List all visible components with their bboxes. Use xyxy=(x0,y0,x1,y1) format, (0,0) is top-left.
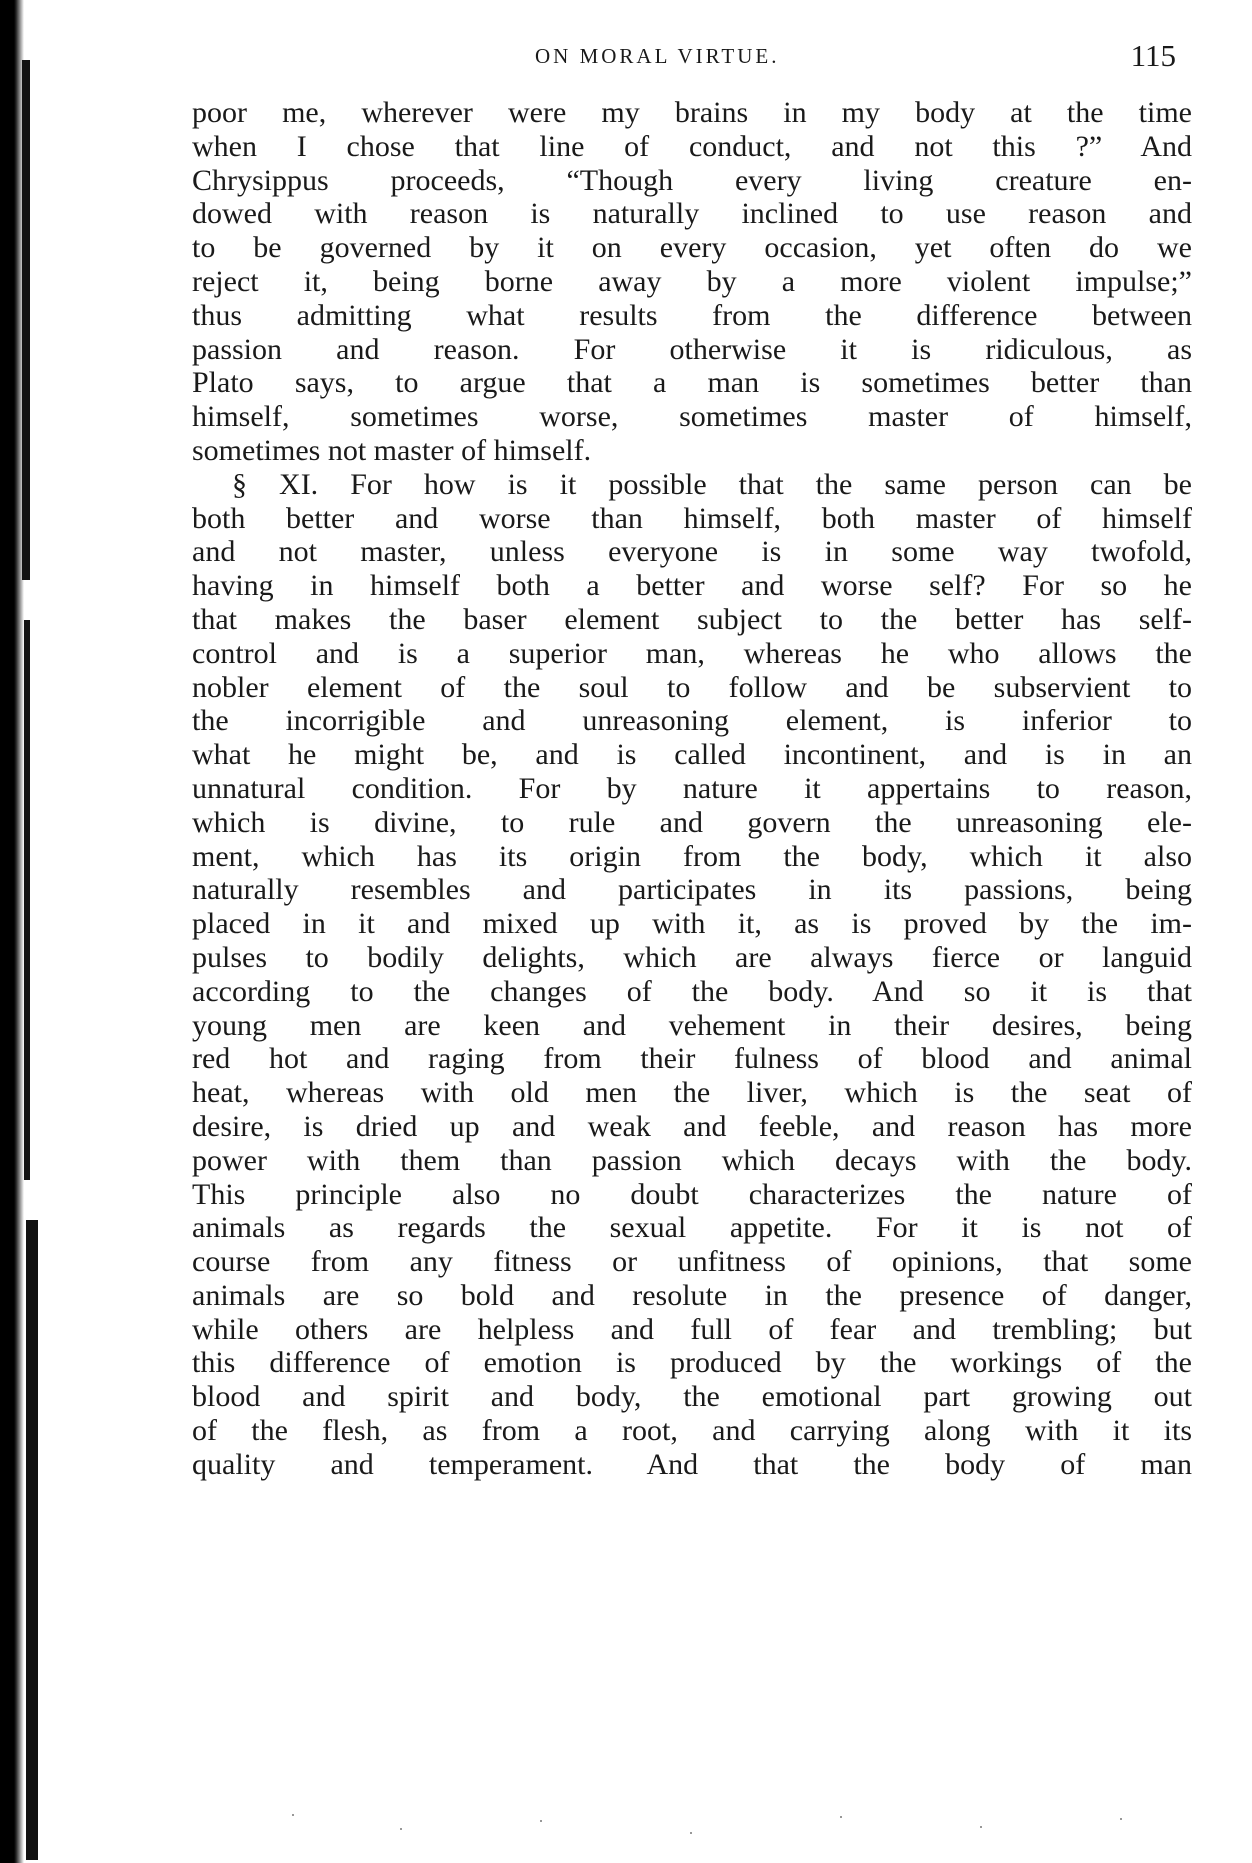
gutter-shadow-strip xyxy=(22,60,30,580)
text-line: ment, which has its origin from the body, which it also xyxy=(192,839,1192,873)
text-line: passion and reason. For otherwise it is ridiculous, as xyxy=(192,332,1192,366)
speck xyxy=(840,1816,842,1818)
text-line: dowed with reason is naturally inclined to use reason and xyxy=(192,197,1192,231)
speck xyxy=(980,1826,982,1828)
text-line: thus admitting what results from the difference between xyxy=(192,298,1192,332)
page-number: 115 xyxy=(1130,38,1176,73)
text-line: young men are keen and vehement in their desires, being xyxy=(192,1008,1192,1042)
speck xyxy=(690,1832,692,1834)
text-line: poor me, wherever were my brains in my body at the time xyxy=(192,96,1192,129)
text-line: heat, whereas with old men the liver, which is the seat of xyxy=(192,1076,1192,1110)
text-line: and not master, unless everyone is in some way twofold, xyxy=(192,535,1192,569)
running-title: ON MORAL VIRTUE. xyxy=(535,44,780,68)
text-line: course from any fitness or unfitness of opinions, that some xyxy=(192,1245,1192,1279)
text-line: naturally resembles and participates in its passions, being xyxy=(192,873,1192,907)
text-line: of the flesh, as from a root, and carrying along with it its xyxy=(192,1414,1192,1448)
text-line: This principle also no doubt characterizes the nature of xyxy=(192,1177,1192,1211)
text-line: desire, is dried up and weak and feeble, and reason has more xyxy=(192,1109,1192,1143)
text-line: the incorrigible and unreasoning element, is inferior to xyxy=(192,704,1192,738)
text-line: that makes the baser element subject to the better has self- xyxy=(192,602,1192,636)
body-text xyxy=(192,96,1192,1482)
text-line: blood and spirit and body, the emotional part growing out xyxy=(192,1380,1192,1414)
speck xyxy=(1120,1818,1122,1820)
text-line: when I chose that line of conduct, and not this ?” And xyxy=(192,129,1192,163)
text-line: nobler element of the soul to follow and be subservient to xyxy=(192,670,1192,704)
speck xyxy=(540,1820,542,1822)
text-line: control and is a superior man, whereas he who allows the xyxy=(192,636,1192,670)
text-line: animals are so bold and resolute in the presence of danger, xyxy=(192,1278,1192,1312)
scan-specks xyxy=(280,1810,1180,1840)
text-line: to be governed by it on every occasion, yet often do we xyxy=(192,231,1192,265)
text-line: reject it, being borne away by a more violent impulse;” xyxy=(192,264,1192,298)
text-line: having in himself both a better and worse self? For so he xyxy=(192,569,1192,603)
text-line: pulses to bodily delights, which are always fierce or languid xyxy=(192,940,1192,974)
text-line: this difference of emotion is produced by the workings of the xyxy=(192,1346,1192,1380)
text-line: quality and temperament. And that the body of man xyxy=(192,1447,1192,1481)
text-line: sometimes not master of himself. xyxy=(192,433,592,467)
text-line: red hot and raging from their fulness of blood and animal xyxy=(192,1042,1192,1076)
gutter-shadow-strip xyxy=(24,620,30,1180)
gutter-shadow-strip xyxy=(26,1220,38,1860)
section-start-line: § XI. For how is it possible that the same person can be xyxy=(232,467,1192,501)
text-line: while others are helpless and full of fear and trembling; but xyxy=(192,1312,1192,1346)
binding-gutter xyxy=(0,0,80,1863)
text-line: himself, sometimes worse, sometimes master of himself, xyxy=(192,400,1192,434)
text-line: unnatural condition. For by nature it appertains to reason, xyxy=(192,771,1192,805)
text-line: Chrysippus proceeds, “Though every living creature en- xyxy=(192,163,1192,197)
text-line: animals as regards the sexual appetite. For it is not of xyxy=(192,1211,1192,1245)
text-line: what he might be, and is called incontinent, and is in an xyxy=(192,738,1192,772)
text-line: placed in it and mixed up with it, as is proved by the im- xyxy=(192,907,1192,941)
text-line: Plato says, to argue that a man is sometimes better than xyxy=(192,366,1192,400)
text-line: according to the changes of the body. And so it is that xyxy=(192,974,1192,1008)
text-line: power with them than passion which decays with the body. xyxy=(192,1143,1192,1177)
text-line: both better and worse than himself, both master of himself xyxy=(192,501,1192,535)
page-header xyxy=(190,38,1190,78)
speck xyxy=(400,1828,402,1830)
speck xyxy=(292,1814,294,1816)
text-line: which is divine, to rule and govern the unreasoning ele- xyxy=(192,805,1192,839)
